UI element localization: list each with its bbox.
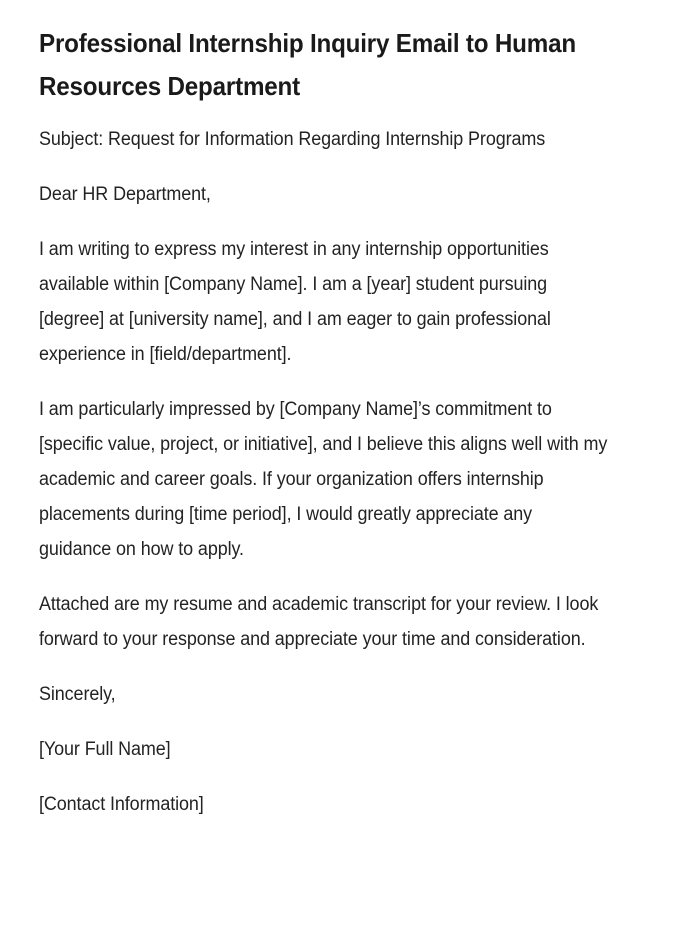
page-title: Professional Internship Inquiry Email to Human Resources Department xyxy=(39,28,576,101)
signature-name: [Your Full Name] xyxy=(39,739,171,760)
intro-paragraph: I am writing to express my interest in any internship opportunities available within [Company Name]. I am a [year] student pursuing [degree] at [university name], and I am eager to gain professional experience in [field/department]. xyxy=(39,239,556,365)
closing: Sincerely, xyxy=(39,684,116,705)
email-body xyxy=(39,122,642,822)
subject-line: Subject: Request for Information Regarding Internship Programs xyxy=(39,129,546,150)
signature-contact: [Contact Information] xyxy=(39,794,204,815)
attachments-paragraph: Attached are my resume and academic transcript for your review. I look forward to your response and appreciate your time and consideration. xyxy=(39,594,604,650)
motivation-paragraph: I am particularly impressed by [Company Name]’s commitment to [specific value, project, or initiative], and I believe this aligns well with my academic and career goals. If your organization offers internship placements during [time period], I would greatly appreciate any guidance on how to apply. xyxy=(39,399,613,560)
salutation: Dear HR Department, xyxy=(39,184,211,205)
